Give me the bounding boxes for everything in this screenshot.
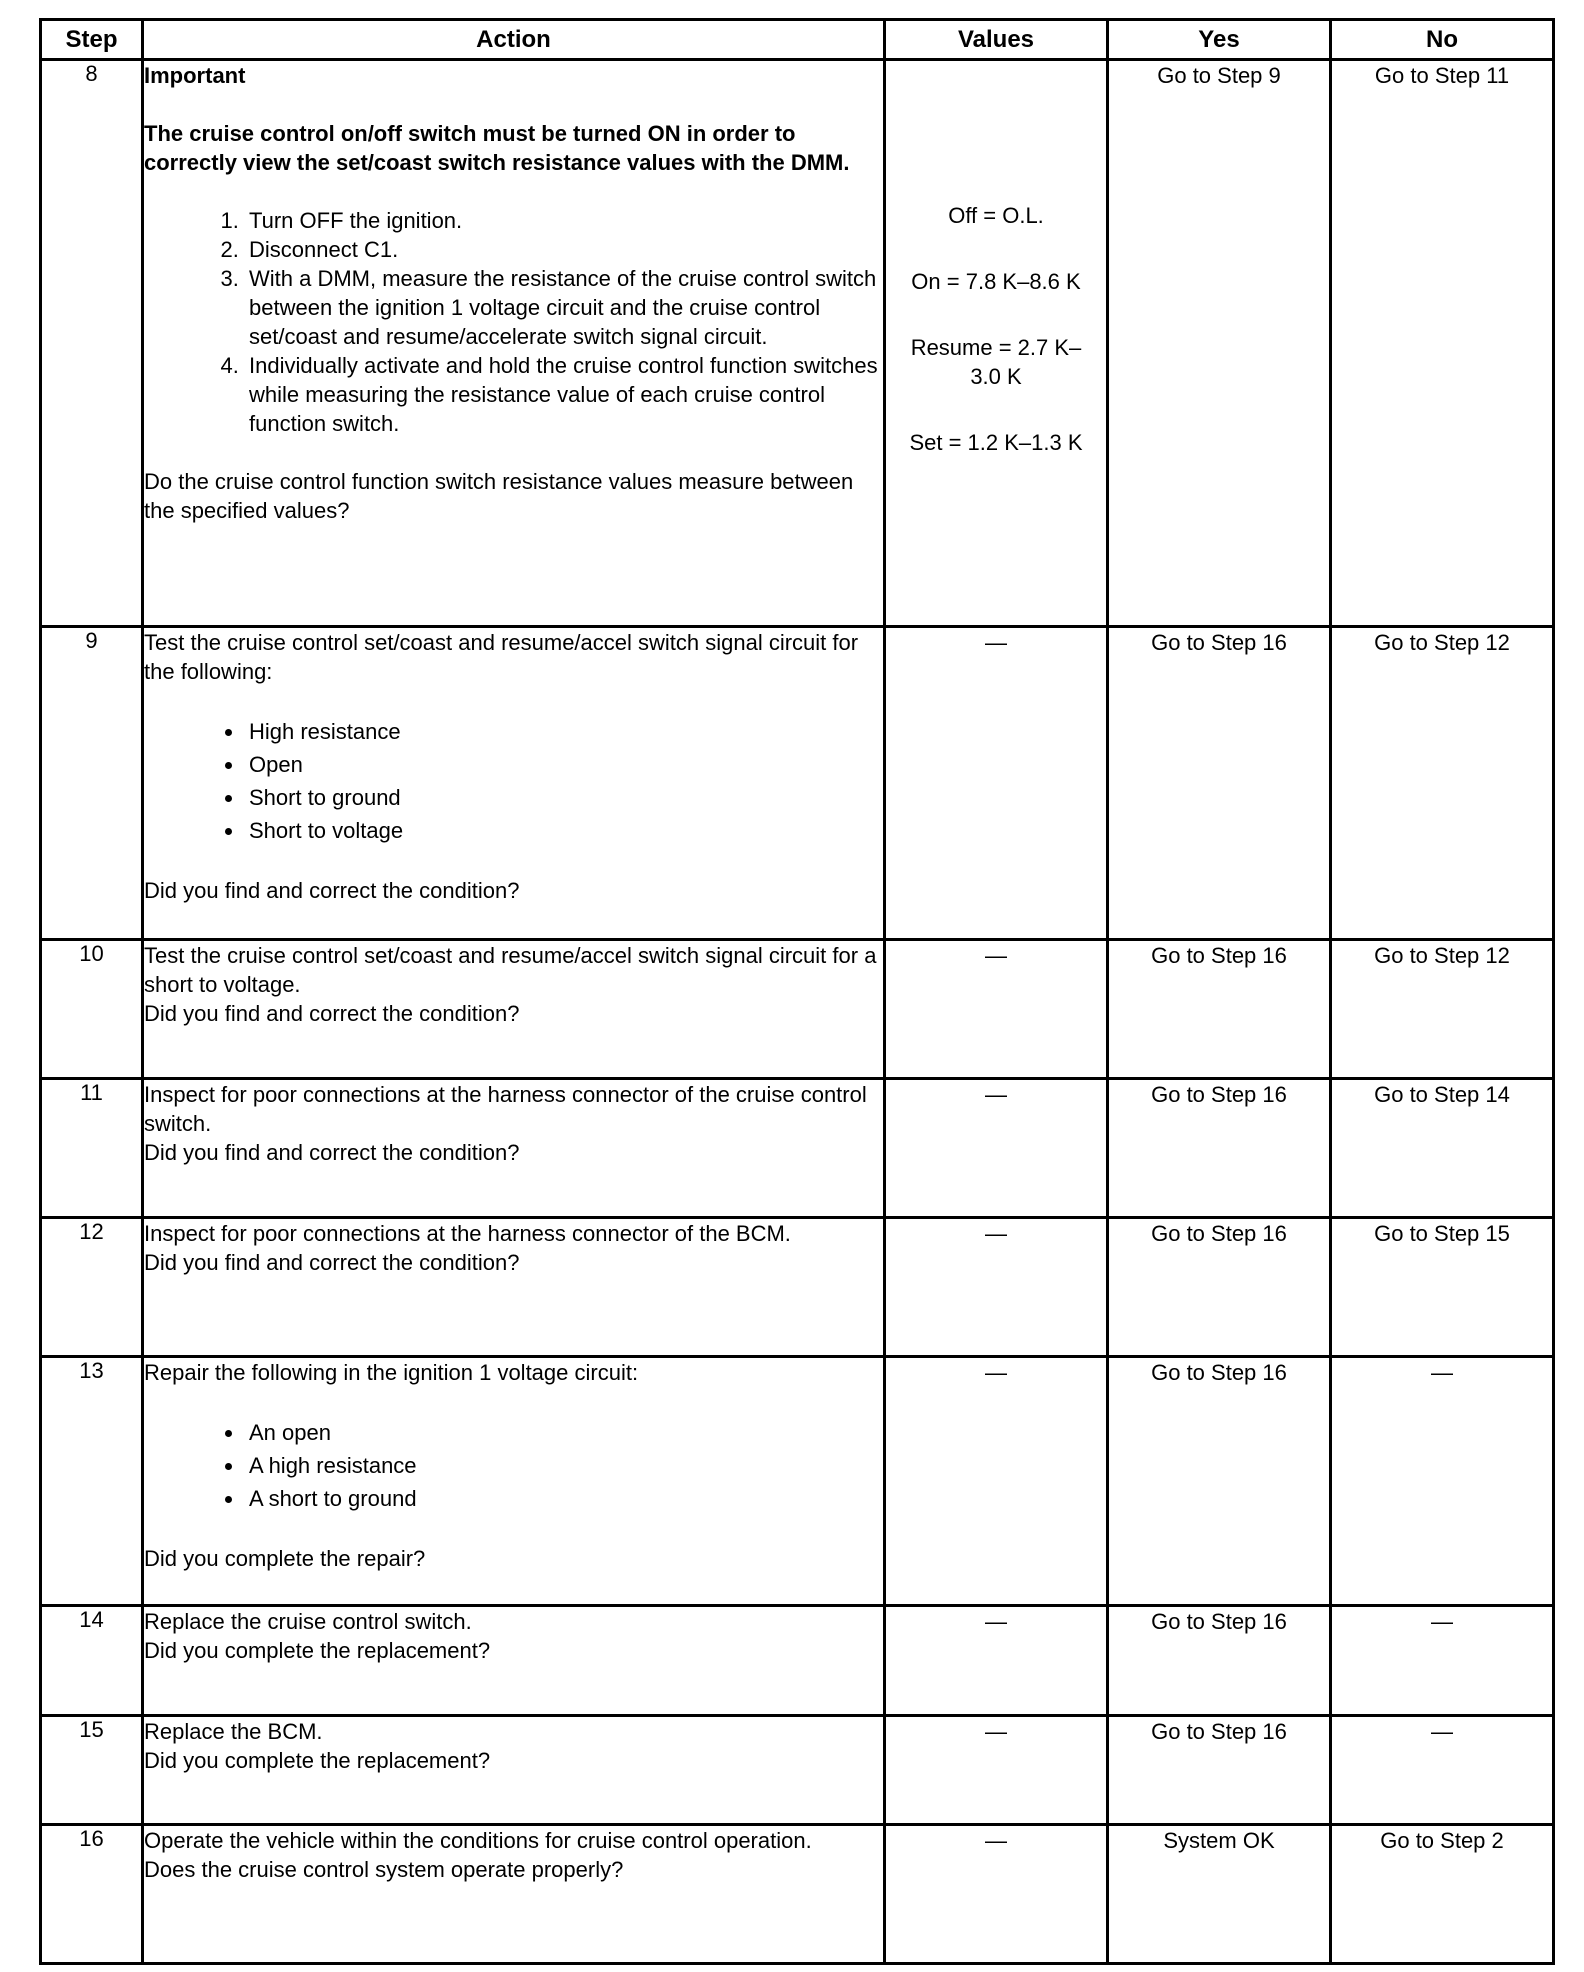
- question-text: Did you find and correct the condition?: [144, 1250, 520, 1275]
- values-cell: —: [885, 1357, 1108, 1606]
- list-item: • Open: [245, 748, 883, 781]
- table-row-step-15: [41, 1716, 1554, 1825]
- step-number: 12: [41, 1218, 143, 1357]
- condition-list: [144, 1416, 883, 1515]
- question-text: Did you complete the replacement?: [144, 1638, 491, 1663]
- list-item: • High resistance: [245, 715, 883, 748]
- question-text: Did you find and correct the condition?: [144, 1140, 520, 1165]
- list-item: • A short to ground: [245, 1482, 883, 1515]
- header-step: Step: [41, 20, 143, 60]
- yes-cell: Go to Step 16: [1108, 627, 1331, 940]
- yes-cell: Go to Step 16: [1108, 1716, 1331, 1825]
- values-cell: —: [885, 940, 1108, 1079]
- action-cell: [143, 1606, 885, 1716]
- action-text: Test the cruise control set/coast and resume/accel switch signal circuit for a short to voltage.: [144, 943, 877, 997]
- values-cell: [885, 60, 1108, 627]
- values-cell: —: [885, 1716, 1108, 1825]
- no-cell: Go to Step 11: [1331, 60, 1554, 627]
- table-row-step-16: [41, 1825, 1554, 1964]
- question-text: Do the cruise control function switch resistance values measure between the specified values?: [144, 469, 854, 523]
- no-cell: Go to Step 2: [1331, 1825, 1554, 1964]
- question-text: Did you find and correct the condition?: [144, 878, 520, 903]
- header-no: No: [1331, 20, 1554, 60]
- step-number: 13: [41, 1357, 143, 1606]
- header-row: [41, 20, 1554, 60]
- values-cell: —: [885, 1606, 1108, 1716]
- action-cell: [143, 1716, 885, 1825]
- list-item: 3. With a DMM, measure the resistance of the cruise control switch between the ignition 1 voltage circuit and the cruise control set/coast and resume/accelerate switch signal circuit.: [245, 264, 883, 351]
- action-cell: [143, 1825, 885, 1964]
- no-cell: Go to Step 14: [1331, 1079, 1554, 1218]
- action-cell: [143, 1218, 885, 1357]
- action-text: Replace the BCM.: [144, 1719, 323, 1744]
- step-number: 16: [41, 1825, 143, 1964]
- no-cell: —: [1331, 1716, 1554, 1825]
- question-text: Did you find and correct the condition?: [144, 1001, 520, 1026]
- value-set: Set = 1.2 K–1.3 K: [909, 430, 1083, 455]
- values-cell: —: [885, 1079, 1108, 1218]
- step-number: 9: [41, 627, 143, 940]
- table-row-step-8: [41, 60, 1554, 627]
- action-cell: [143, 60, 885, 627]
- question-text: Does the cruise control system operate properly?: [144, 1857, 624, 1882]
- action-text: Inspect for poor connections at the harness connector of the cruise control switch.: [144, 1082, 867, 1136]
- table-row-step-11: [41, 1079, 1554, 1218]
- condition-list: [144, 715, 883, 847]
- list-item: 1. Turn OFF the ignition.: [245, 206, 883, 235]
- step-number: 8: [41, 60, 143, 627]
- list-item: 2. Disconnect C1.: [245, 235, 883, 264]
- yes-cell: Go to Step 16: [1108, 1357, 1331, 1606]
- table-row-step-12: [41, 1218, 1554, 1357]
- value-off: Off = O.L.: [948, 203, 1044, 228]
- list-item: 4. Individually activate and hold the cruise control function switches while measuring the resistance value of each cruise control function switch.: [245, 351, 883, 438]
- action-text: Replace the cruise control switch.: [144, 1609, 472, 1634]
- no-cell: —: [1331, 1606, 1554, 1716]
- action-text: Test the cruise control set/coast and resume/accel switch signal circuit for the following:: [144, 630, 859, 684]
- yes-cell: Go to Step 16: [1108, 940, 1331, 1079]
- yes-cell: Go to Step 16: [1108, 1606, 1331, 1716]
- list-item: • Short to ground: [245, 781, 883, 814]
- table-row-step-10: [41, 940, 1554, 1079]
- question-text: Did you complete the repair?: [144, 1546, 426, 1571]
- action-text: Operate the vehicle within the conditions for cruise control operation.: [144, 1828, 812, 1853]
- action-text: Inspect for poor connections at the harness connector of the BCM.: [144, 1221, 791, 1246]
- action-cell: [143, 1079, 885, 1218]
- step-number: 11: [41, 1079, 143, 1218]
- action-cell: [143, 1357, 885, 1606]
- step-number: 14: [41, 1606, 143, 1716]
- values-cell: —: [885, 627, 1108, 940]
- action-cell: [143, 940, 885, 1079]
- value-on: On = 7.8 K–8.6 K: [911, 269, 1081, 294]
- yes-cell: Go to Step 16: [1108, 1079, 1331, 1218]
- no-cell: Go to Step 12: [1331, 627, 1554, 940]
- header-values: Values: [885, 20, 1108, 60]
- action-text: Repair the following in the ignition 1 voltage circuit:: [144, 1360, 639, 1385]
- diagnostic-table: [39, 18, 1555, 1965]
- no-cell: Go to Step 15: [1331, 1218, 1554, 1357]
- yes-cell: Go to Step 16: [1108, 1218, 1331, 1357]
- table-row-step-9: [41, 627, 1554, 940]
- procedure-list: [144, 206, 883, 438]
- step-number: 15: [41, 1716, 143, 1825]
- table-row-step-13: [41, 1357, 1554, 1606]
- no-cell: Go to Step 12: [1331, 940, 1554, 1079]
- question-text: Did you complete the replacement?: [144, 1748, 491, 1773]
- header-action: Action: [143, 20, 885, 60]
- list-item: • Short to voltage: [245, 814, 883, 847]
- action-cell: [143, 627, 885, 940]
- table-row-step-14: [41, 1606, 1554, 1716]
- yes-cell: System OK: [1108, 1825, 1331, 1964]
- header-yes: Yes: [1108, 20, 1331, 60]
- list-item: • An open: [245, 1416, 883, 1449]
- values-cell: —: [885, 1218, 1108, 1357]
- list-item: • A high resistance: [245, 1449, 883, 1482]
- yes-cell: Go to Step 9: [1108, 60, 1331, 627]
- no-cell: —: [1331, 1357, 1554, 1606]
- important-title: Important: [144, 63, 246, 88]
- step-number: 10: [41, 940, 143, 1079]
- value-resume: Resume = 2.7 K–3.0 K: [910, 335, 1082, 389]
- values-cell: —: [885, 1825, 1108, 1964]
- important-text: The cruise control on/off switch must be turned ON in order to correctly view the set/coast switch resistance values with the DMM.: [144, 121, 850, 175]
